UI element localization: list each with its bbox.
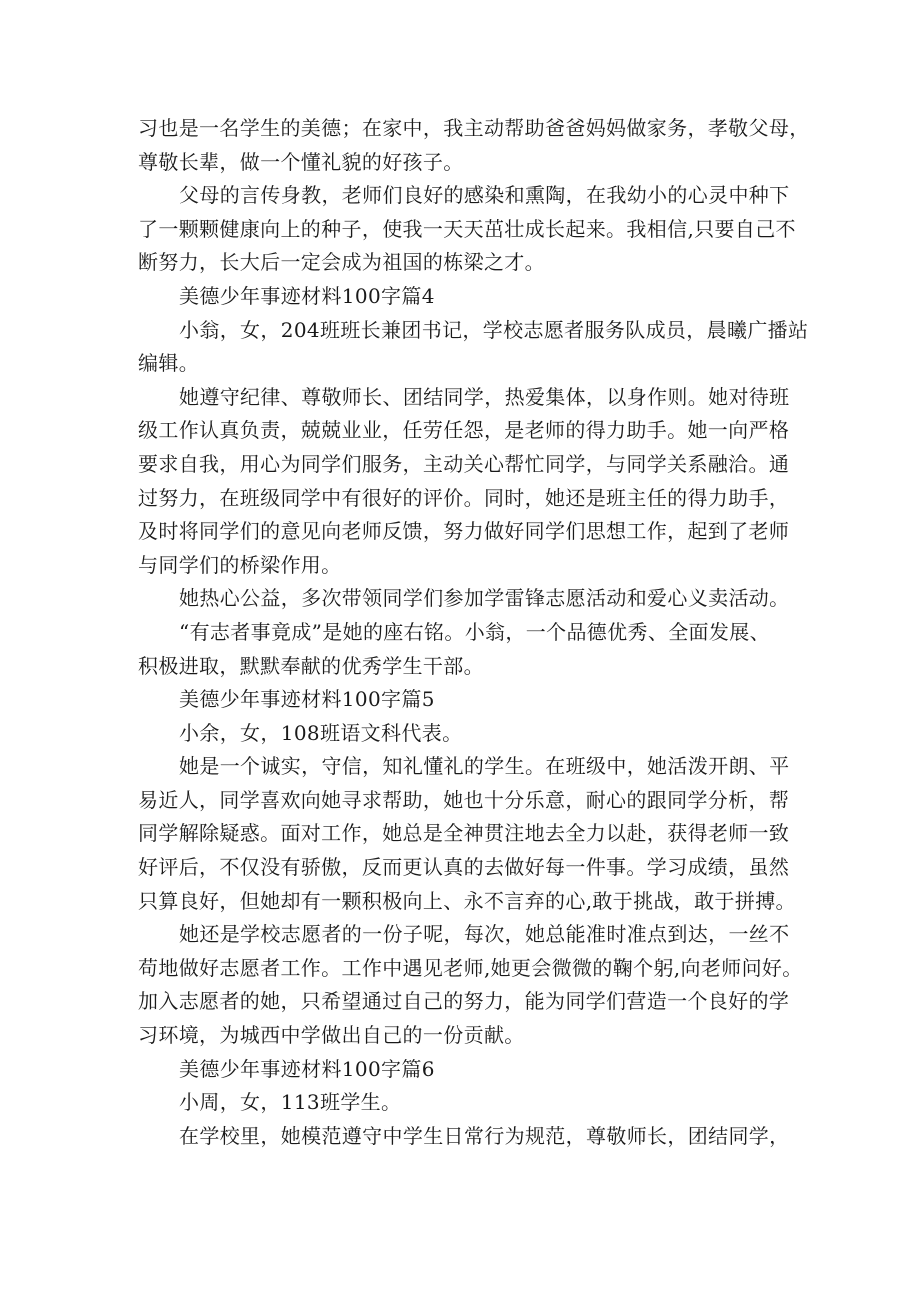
text-line: 习也是一名学生的美德；在家中，我主动帮助爸爸妈妈做家务，孝敬父母， <box>138 116 810 140</box>
text-line: 易近人，同学喜欢向她寻求帮助，她也十分乐意，耐心的跟同学分析，帮 <box>138 787 790 812</box>
text-line: 断努力，长大后一定会成为祖国的栋梁之才。 <box>138 250 545 275</box>
text-line: 过努力，在班级同学中有很好的评价。同时，她还是班主任的得力助手， <box>138 485 790 510</box>
text-line: 与同学们的桥梁作用。 <box>138 552 342 577</box>
text-line: 编辑。 <box>138 351 200 376</box>
text-line: 父母的言传身教，老师们良好的感染和熏陶，在我幼小的心灵中种下 <box>179 183 790 208</box>
section-heading: 美德少年事迹材料100字篇5 <box>179 687 435 712</box>
section-heading: 美德少年事迹材料100字篇6 <box>179 1056 435 1081</box>
text-line: 尊敬长辈，做一个懂礼貌的好孩子。 <box>138 149 464 174</box>
section-heading: 美德少年事迹材料100字篇4 <box>179 283 435 308</box>
text-line: 小周，女，113班学生。 <box>179 1090 402 1115</box>
text-line: 苟地做好志愿者工作。工作中遇见老师,她更会微微的鞠个躬,向老师问好。 <box>138 955 803 980</box>
text-line: 积极进取，默默奉献的优秀学生干部。 <box>138 653 484 678</box>
text-line: 小余，女，108班语文科代表。 <box>179 720 463 745</box>
text-line: 级工作认真负责，兢兢业业，任劳任怨，是老师的得力助手。她一向严格 <box>138 418 790 443</box>
text-line: 同学解除疑惑。面对工作，她总是全神贯注地去全力以赴，获得老师一致 <box>138 821 790 846</box>
text-line: 习环境，为城西中学做出自己的一份贡献。 <box>138 1023 525 1048</box>
text-line: 了一颗颗健康向上的种子，使我一天天茁壮成长起来。我相信,只要自己不 <box>138 216 796 241</box>
text-line: 她热心公益，多次带领同学们参加学雷锋志愿活动和爱心义卖活动。 <box>179 586 790 611</box>
text-line: 小翁，女，204班班长兼团书记，学校志愿者服务队成员，晨曦广播站 <box>179 317 809 342</box>
text-line: 她遵守纪律、尊敬师长、团结同学，热爱集体，以身作则。她对待班 <box>179 384 790 409</box>
text-line: 只算良好，但她却有一颗积极向上、永不言弃的心,敢于挑战，敢于拼搏。 <box>138 888 796 913</box>
text-line: 加入志愿者的她，只希望通过自己的努力，能为同学们营造一个良好的学 <box>138 989 790 1014</box>
text-line: 她是一个诚实，守信，知礼懂礼的学生。在班级中，她活泼开朗、平 <box>179 754 790 779</box>
text-line: “有志者事竟成”是她的座右铭。小翁，一个品德优秀、全面发展、 <box>179 619 770 644</box>
text-line: 她还是学校志愿者的一份子呢，每次，她总能准时准点到达，一丝不 <box>179 922 790 947</box>
text-line: 及时将同学们的意见向老师反馈，努力做好同学们思想工作，起到了老师 <box>138 519 790 544</box>
document-page <box>138 112 810 1153</box>
text-line: 要求自我，用心为同学们服务，主动关心帮忙同学，与同学关系融洽。通 <box>138 451 790 476</box>
text-line: 在学校里，她模范遵守中学生日常行为规范，尊敬师长，团结同学， <box>179 1123 790 1148</box>
text-line: 好评后，不仅没有骄傲，反而更认真的去做好每一件事。学习成绩，虽然 <box>138 855 790 880</box>
